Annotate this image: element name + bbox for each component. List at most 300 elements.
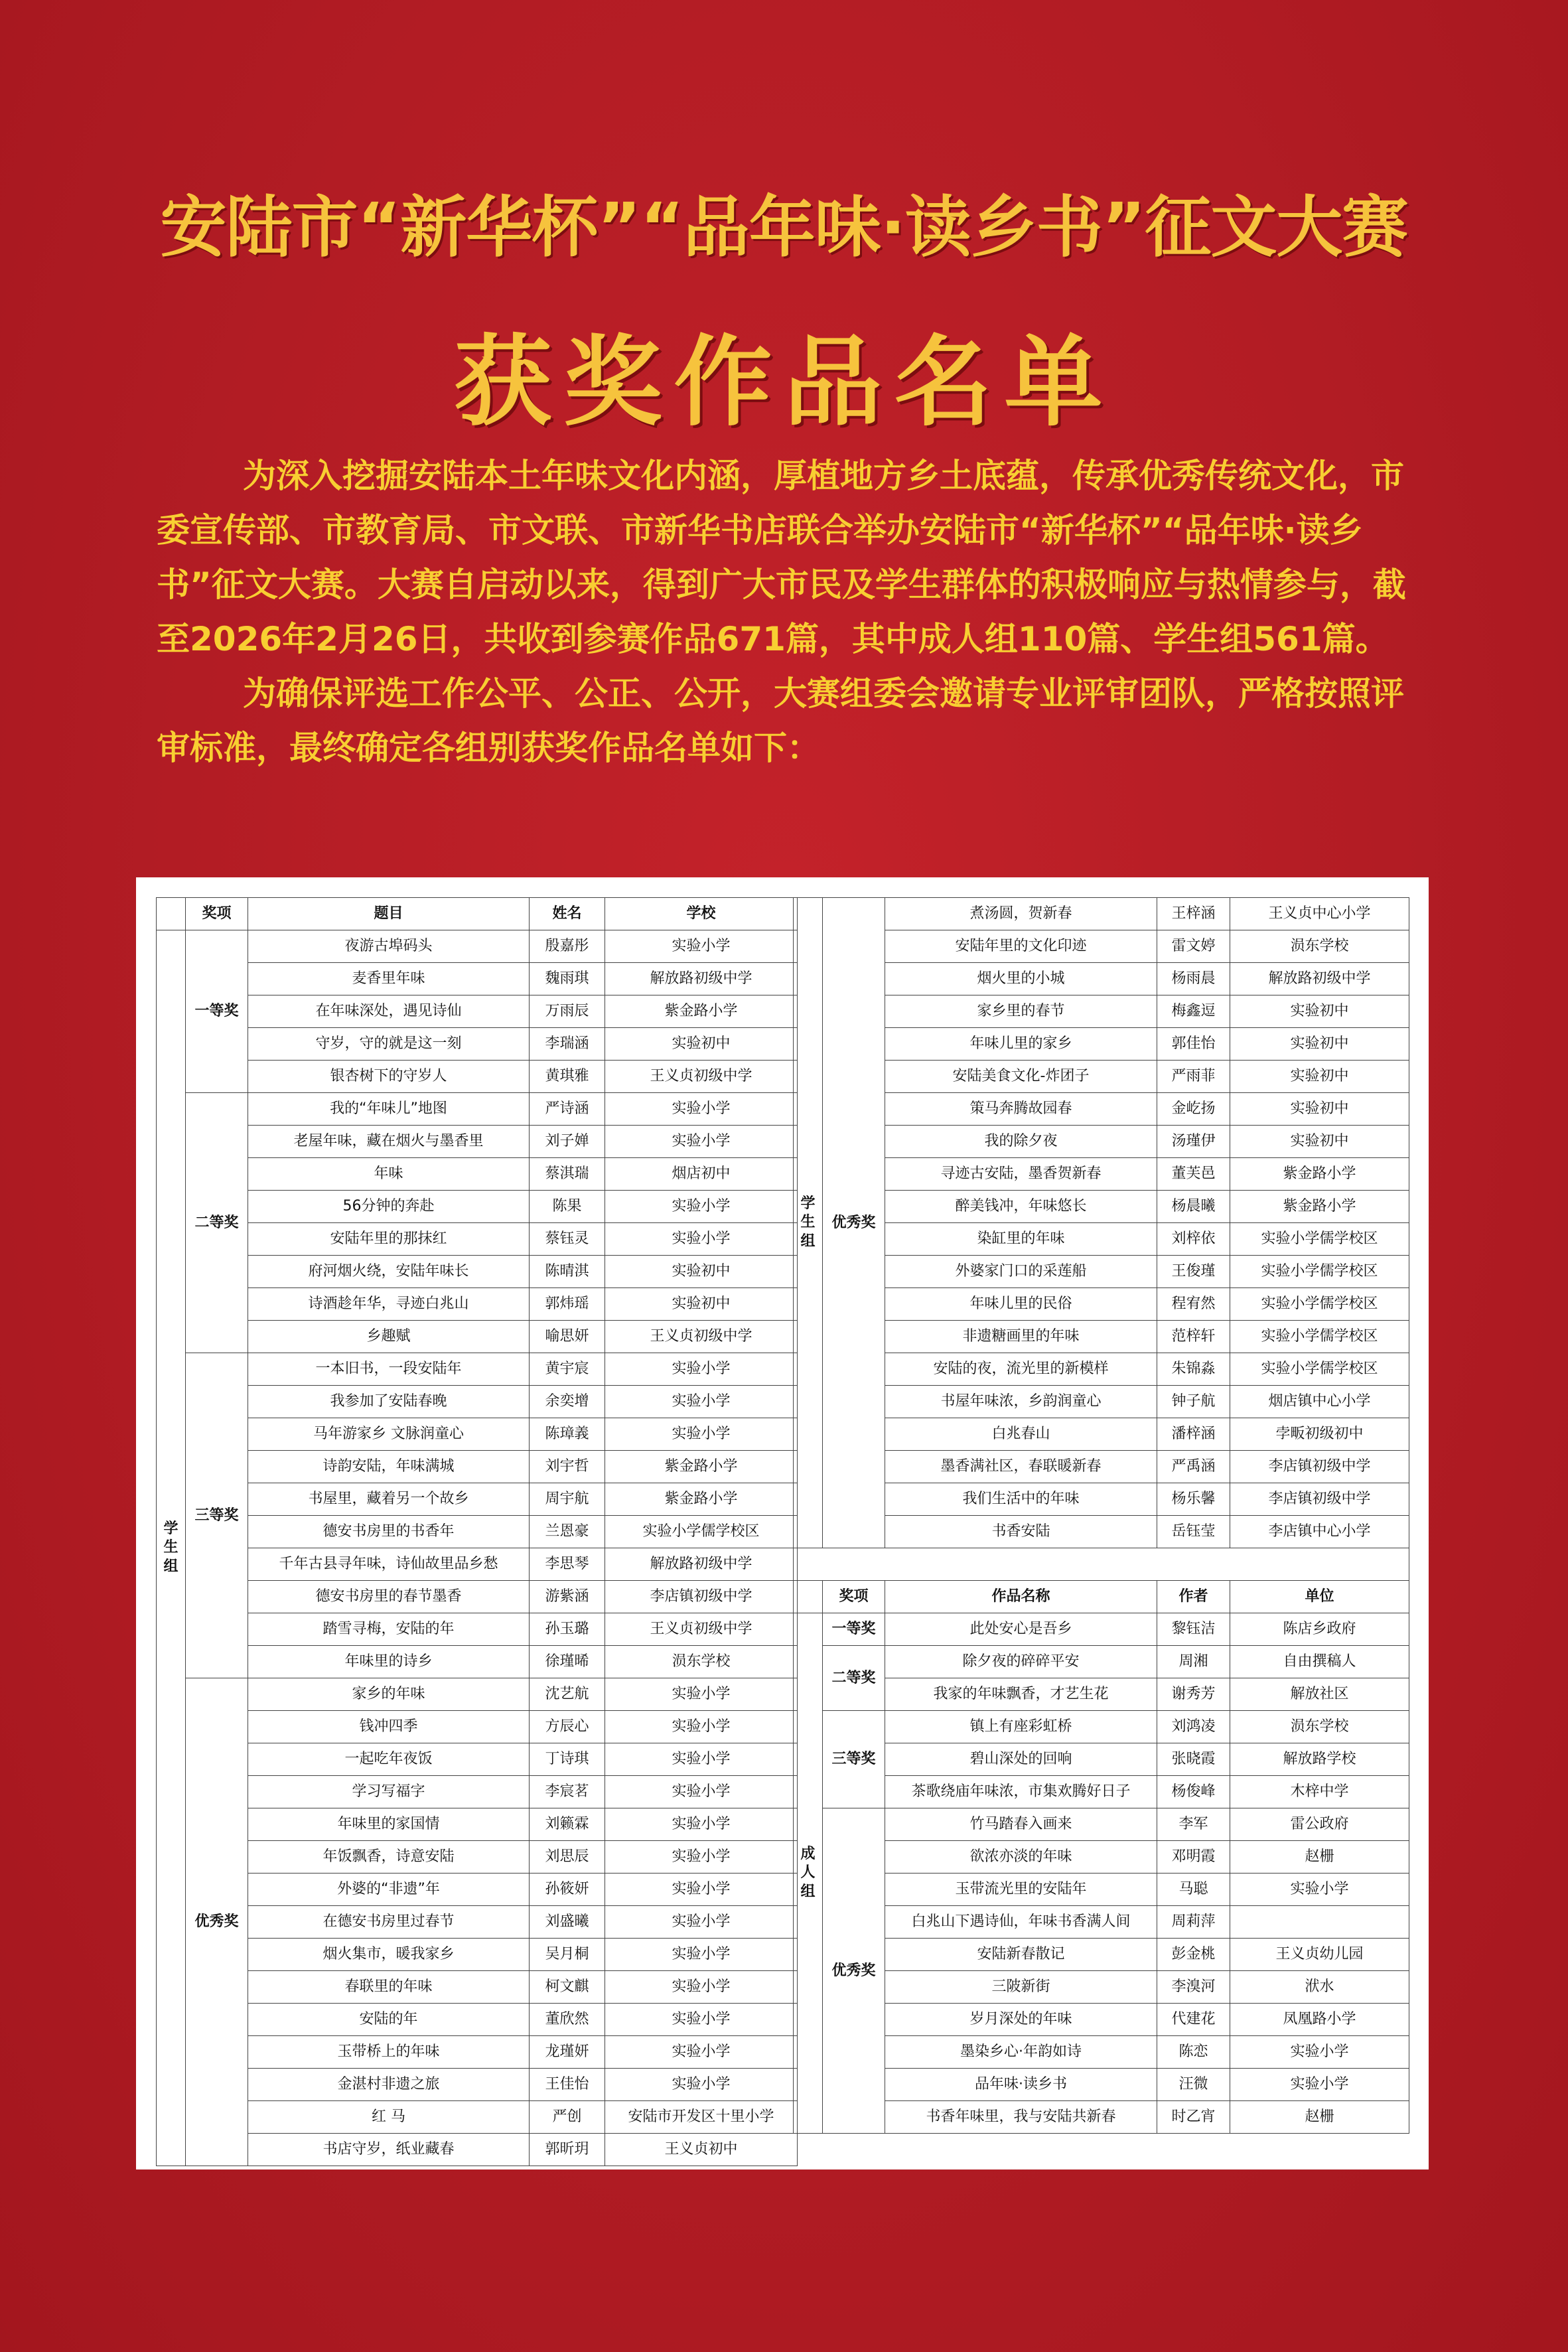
entry-name: 刘梓依 <box>1157 1223 1230 1256</box>
table-row <box>794 1516 1409 1548</box>
entry-name: 岳钰莹 <box>1157 1516 1230 1548</box>
table-row <box>157 1711 798 1743</box>
entry-name: 黄琪雅 <box>530 1061 605 1093</box>
student-group-cell-continued-label: 学生组 <box>800 1195 816 1250</box>
entry-unit: 实验小学 <box>605 1776 798 1808</box>
entry-title: 我们生活中的年味 <box>885 1483 1157 1516</box>
entry-title: 春联里的年味 <box>248 1971 530 2004</box>
title-line-1: 安陆市“新华杯”“品年味·读乡书”征文大赛 <box>160 188 1408 266</box>
entry-title: 此处安心是吾乡 <box>885 1613 1157 1646</box>
entry-unit: 实验初中 <box>605 1256 798 1288</box>
entry-title: 墨染乡心·年韵如诗 <box>885 2036 1157 2069</box>
table-row <box>157 1971 798 2004</box>
entry-title: 策马奔腾故园春 <box>885 1093 1157 1126</box>
table-row <box>157 1678 798 1711</box>
student-group-cell-continued <box>794 898 823 1548</box>
entry-title: 玉带流光里的安陆年 <box>885 1874 1157 1906</box>
table-row <box>157 1451 798 1483</box>
entry-name: 董欣然 <box>530 2004 605 2036</box>
entry-name: 李军 <box>1157 1808 1230 1841</box>
entry-unit: 王义贞初级中学 <box>605 1061 798 1093</box>
entry-name: 刘籁霖 <box>530 1808 605 1841</box>
entry-unit: 实验初中 <box>1230 1061 1409 1093</box>
table-row <box>794 1386 1409 1418</box>
entry-unit: 李店镇中心小学 <box>1230 1516 1409 1548</box>
entry-unit: 实验小学儒学校区 <box>1230 1256 1409 1288</box>
entry-unit: 木梓中学 <box>1230 1776 1409 1808</box>
intro-text <box>157 449 1411 775</box>
table-row <box>157 1158 798 1191</box>
award-tier-cell: 优秀奖 <box>823 1808 885 2134</box>
entry-title: 我的除夕夜 <box>885 1126 1157 1158</box>
entry-title: 麦香里年味 <box>248 963 530 995</box>
student-table-left <box>156 897 798 2166</box>
entry-unit: 安陆市开发区十里小学 <box>605 2101 798 2134</box>
award-tier-cell: 一等奖 <box>823 1613 885 1646</box>
table-row <box>794 1906 1409 1939</box>
entry-name: 李瑞涵 <box>530 1028 605 1061</box>
entry-name: 吴月桐 <box>530 1939 605 1971</box>
entry-title: 年味里的诗乡 <box>248 1646 530 1678</box>
entry-unit: 实验小学 <box>605 2069 798 2101</box>
table-row <box>157 930 798 963</box>
table-row <box>157 1126 798 1158</box>
entry-title: 红 马 <box>248 2101 530 2134</box>
entry-title: 除夕夜的碎碎平安 <box>885 1646 1157 1678</box>
table-row <box>794 1288 1409 1321</box>
student-group-cell <box>157 930 186 2166</box>
entry-title: 书香安陆 <box>885 1516 1157 1548</box>
table-row <box>157 1418 798 1451</box>
entry-unit: 解放路初级中学 <box>605 963 798 995</box>
entry-name: 汪微 <box>1157 2069 1230 2101</box>
table-row <box>794 930 1409 963</box>
table-row <box>794 1028 1409 1061</box>
entry-unit: 实验初中 <box>605 1028 798 1061</box>
entry-name: 郭昕玥 <box>530 2134 605 2166</box>
award-list-board <box>136 877 1429 2169</box>
entry-name: 陈晴淇 <box>530 1256 605 1288</box>
table-row <box>157 1321 798 1353</box>
column-header: 姓名 <box>530 898 605 930</box>
entry-title: 安陆的夜，流光里的新模样 <box>885 1353 1157 1386</box>
entry-unit: 实验初中 <box>1230 1126 1409 1158</box>
entry-title: 书香年味里，我与安陆共新春 <box>885 2101 1157 2134</box>
entry-title: 踏雪寻梅，安陆的年 <box>248 1613 530 1646</box>
entry-title: 千年古县寻年味，诗仙故里品乡愁 <box>248 1548 530 1581</box>
entry-title: 银杏树下的守岁人 <box>248 1061 530 1093</box>
entry-unit: 实验小学 <box>605 1223 798 1256</box>
table-row <box>794 1061 1409 1093</box>
entry-title: 白兆山下遇诗仙，年味书香满人间 <box>885 1906 1157 1939</box>
entry-unit: 实验小学 <box>605 2036 798 2069</box>
entry-unit: 实验小学 <box>605 1939 798 1971</box>
table-row <box>157 1288 798 1321</box>
entry-name: 陈果 <box>530 1191 605 1223</box>
entry-unit: 实验小学 <box>605 1841 798 1874</box>
entry-name: 严雨菲 <box>1157 1061 1230 1093</box>
entry-name: 王佳怡 <box>530 2069 605 2101</box>
entry-name: 刘子婵 <box>530 1126 605 1158</box>
section-divider-cell <box>794 1548 1409 1581</box>
entry-title: 守岁，守的就是这一刻 <box>248 1028 530 1061</box>
table-row <box>794 2036 1409 2069</box>
entry-unit: 实验小学 <box>605 2004 798 2036</box>
entry-name: 刘思辰 <box>530 1841 605 1874</box>
table-row <box>794 1418 1409 1451</box>
column-header: 单位 <box>1230 1581 1409 1613</box>
column-header: 作品名称 <box>885 1581 1157 1613</box>
entry-title: 白兆春山 <box>885 1418 1157 1451</box>
table-row <box>794 1646 1409 1678</box>
table-row <box>157 1939 798 1971</box>
entry-name: 彭金桃 <box>1157 1939 1230 1971</box>
entry-unit: 实验小学 <box>605 1874 798 1906</box>
entry-unit: 实验小学 <box>605 1093 798 1126</box>
entry-name: 殷嘉彤 <box>530 930 605 963</box>
entry-unit: 李店镇初级中学 <box>605 1581 798 1613</box>
entry-name: 刘盛曦 <box>530 1906 605 1939</box>
column-header: 题目 <box>248 898 530 930</box>
table-row <box>794 1451 1409 1483</box>
entry-name: 李溴河 <box>1157 1971 1230 2004</box>
entry-unit: 实验小学 <box>605 1808 798 1841</box>
award-tier-cell: 优秀奖 <box>823 898 885 1548</box>
entry-name: 周莉萍 <box>1157 1906 1230 1939</box>
entry-unit: 王义贞幼儿园 <box>1230 1939 1409 1971</box>
table-row <box>794 1158 1409 1191</box>
entry-name: 周湘 <box>1157 1646 1230 1678</box>
entry-unit: 自由撰稿人 <box>1230 1646 1409 1678</box>
table-row <box>157 1906 798 1939</box>
entry-name: 雷文婷 <box>1157 930 1230 963</box>
table-row <box>794 1808 1409 1841</box>
table-row <box>794 1223 1409 1256</box>
entry-unit: 紫金路小学 <box>605 995 798 1028</box>
entry-unit: 实验小学 <box>605 1743 798 1776</box>
entry-title: 家乡的年味 <box>248 1678 530 1711</box>
entry-name: 董芙邑 <box>1157 1158 1230 1191</box>
entry-name: 柯文麒 <box>530 1971 605 2004</box>
entry-name: 严创 <box>530 2101 605 2134</box>
entry-name: 谢秀芳 <box>1157 1678 1230 1711</box>
entry-title: 外婆家门口的采莲船 <box>885 1256 1157 1288</box>
entry-unit: 陈店乡政府 <box>1230 1613 1409 1646</box>
entry-unit: 实验小学 <box>605 1353 798 1386</box>
entry-name: 周宇航 <box>530 1483 605 1516</box>
entry-title: 镇上有座彩虹桥 <box>885 1711 1157 1743</box>
table-row <box>157 1223 798 1256</box>
entry-title: 竹马踏春入画来 <box>885 1808 1157 1841</box>
adult-group-cell-label: 成人组 <box>800 1845 816 1900</box>
entry-name: 刘鸿凌 <box>1157 1711 1230 1743</box>
entry-name: 游紫涵 <box>530 1581 605 1613</box>
table-row <box>794 1841 1409 1874</box>
title-line-2: 获奖作品名单 <box>453 324 1115 439</box>
entry-unit: 实验小学 <box>1230 2036 1409 2069</box>
entry-name: 喻思妍 <box>530 1321 605 1353</box>
entry-title: 德安书房里的书香年 <box>248 1516 530 1548</box>
entry-unit: 王义贞中心小学 <box>1230 898 1409 930</box>
entry-name: 马聪 <box>1157 1874 1230 1906</box>
intro-paragraph-1: 为深入挖掘安陆本土年味文化内涵，厚植地方乡土底蕴，传承优秀传统文化，市委宣传部、市教育局、市文联、市新华书店联合举办安陆市“新华杯”“品年味·读乡书”征文大赛。大赛自启动以来，得到广大市民及学生群体的积极响应与热情参与，截至2026年2月26日，共收到参赛作品671篇，其中成人组110篇、学生组561篇。 <box>157 457 1406 658</box>
entry-unit: 实验小学 <box>605 1418 798 1451</box>
entry-name: 陈恋 <box>1157 2036 1230 2069</box>
entry-name: 万雨辰 <box>530 995 605 1028</box>
table-row <box>157 1061 798 1093</box>
table-row <box>794 1971 1409 2004</box>
entry-title: 我参加了安陆春晚 <box>248 1386 530 1418</box>
table-row <box>157 2036 798 2069</box>
entry-unit: 实验初中 <box>1230 1093 1409 1126</box>
table-row <box>157 1581 798 1613</box>
entry-unit: 赵栅 <box>1230 2101 1409 2134</box>
table-row <box>794 1256 1409 1288</box>
entry-name: 严诗涵 <box>530 1093 605 1126</box>
entry-title: 碧山深处的回响 <box>885 1743 1157 1776</box>
entry-title: 醉美钱冲，年味悠长 <box>885 1191 1157 1223</box>
table-row <box>794 1776 1409 1808</box>
entry-unit: 实验初中 <box>1230 1028 1409 1061</box>
entry-unit: 实验小学儒学校区 <box>1230 1288 1409 1321</box>
entry-unit: 实验小学儒学校区 <box>1230 1321 1409 1353</box>
entry-name: 杨雨晨 <box>1157 963 1230 995</box>
table-row <box>157 1743 798 1776</box>
table-row <box>157 1516 798 1548</box>
entry-name: 严禹涵 <box>1157 1451 1230 1483</box>
entry-name: 黄宇宸 <box>530 1353 605 1386</box>
entry-unit <box>1230 1906 1409 1939</box>
entry-title: 诗酒趁年华，寻迹白兆山 <box>248 1288 530 1321</box>
entry-unit: 实验小学 <box>605 1191 798 1223</box>
entry-title: 年味 <box>248 1158 530 1191</box>
entry-unit: 洑水 <box>1230 1971 1409 2004</box>
entry-unit: 实验小学儒学校区 <box>1230 1223 1409 1256</box>
table-row <box>794 898 1409 930</box>
award-tier-cell: 二等奖 <box>823 1646 885 1711</box>
entry-title: 染缸里的年味 <box>885 1223 1157 1256</box>
entry-title: 府河烟火绕，安陆年味长 <box>248 1256 530 1288</box>
entry-unit: 烟店镇中心小学 <box>1230 1386 1409 1418</box>
entry-title: 家乡里的春节 <box>885 995 1157 1028</box>
entry-title: 德安书房里的春节墨香 <box>248 1581 530 1613</box>
entry-title: 外婆的“非遗”年 <box>248 1874 530 1906</box>
entry-name: 蔡钰灵 <box>530 1223 605 1256</box>
entry-unit: 实验初中 <box>1230 995 1409 1028</box>
entry-title: 在年味深处，遇见诗仙 <box>248 995 530 1028</box>
entry-name: 兰恩豪 <box>530 1516 605 1548</box>
entry-title: 学习写福字 <box>248 1776 530 1808</box>
entry-name: 孙筱妍 <box>530 1874 605 1906</box>
student-group-cell-label: 学生组 <box>163 1520 178 1575</box>
table-row <box>794 1483 1409 1516</box>
entry-title: 煮汤圆，贺新春 <box>885 898 1157 930</box>
entry-name: 刘宇哲 <box>530 1451 605 1483</box>
entry-title: 非遗糖画里的年味 <box>885 1321 1157 1353</box>
section-divider <box>794 1548 1409 1581</box>
entry-unit: 凤凰路小学 <box>1230 2004 1409 2036</box>
entry-unit: 涢东学校 <box>1230 1711 1409 1743</box>
table-row <box>794 1613 1409 1646</box>
table-row <box>157 2004 798 2036</box>
entry-name: 魏雨琪 <box>530 963 605 995</box>
award-tier-cell: 优秀奖 <box>186 1678 248 2166</box>
entry-name: 黎钰洁 <box>1157 1613 1230 1646</box>
award-tier-cell: 二等奖 <box>186 1093 248 1353</box>
entry-unit: 实验小学 <box>605 1906 798 1939</box>
entry-unit: 紫金路小学 <box>605 1451 798 1483</box>
entry-unit: 实验小学 <box>605 1711 798 1743</box>
table-row <box>794 1678 1409 1711</box>
entry-title: 诗韵安陆，年味满城 <box>248 1451 530 1483</box>
entry-title: 安陆年里的文化印迹 <box>885 930 1157 963</box>
entry-title: 钱冲四季 <box>248 1711 530 1743</box>
entry-unit: 王义贞初级中学 <box>605 1321 798 1353</box>
entry-name: 杨乐馨 <box>1157 1483 1230 1516</box>
entry-title: 书屋里，藏着另一个故乡 <box>248 1483 530 1516</box>
table-row <box>794 1321 1409 1353</box>
table-row <box>157 2101 798 2134</box>
entry-name: 朱锦淼 <box>1157 1353 1230 1386</box>
table-row <box>157 995 798 1028</box>
entry-unit: 雷公政府 <box>1230 1808 1409 1841</box>
entry-title: 年味儿里的民俗 <box>885 1288 1157 1321</box>
entry-unit: 实验初中 <box>605 1288 798 1321</box>
table-row <box>157 1028 798 1061</box>
entry-unit: 孛畈初级初中 <box>1230 1418 1409 1451</box>
table-row <box>794 2069 1409 2101</box>
entry-name: 李宸茗 <box>530 1776 605 1808</box>
entry-title: 我家的年味飘香，才艺生花 <box>885 1678 1157 1711</box>
column-header: 作者 <box>1157 1581 1230 1613</box>
entry-name: 潘梓涵 <box>1157 1418 1230 1451</box>
entry-name: 李思琴 <box>530 1548 605 1581</box>
entry-name: 张晓霞 <box>1157 1743 1230 1776</box>
table-row <box>794 2004 1409 2036</box>
entry-unit: 实验小学 <box>605 1971 798 2004</box>
table-row <box>794 995 1409 1028</box>
entry-title: 安陆新春散记 <box>885 1939 1157 1971</box>
entry-unit: 实验小学 <box>605 930 798 963</box>
entry-title: 安陆的年 <box>248 2004 530 2036</box>
entry-unit: 李店镇初级中学 <box>1230 1483 1409 1516</box>
table-row <box>157 2069 798 2101</box>
entry-title: 寻迹古安陆，墨香贺新春 <box>885 1158 1157 1191</box>
entry-name: 王俊瑾 <box>1157 1256 1230 1288</box>
entry-name: 龙瑾妍 <box>530 2036 605 2069</box>
entry-name: 杨俊峰 <box>1157 1776 1230 1808</box>
table-row <box>157 1386 798 1418</box>
column-header: 奖项 <box>186 898 248 930</box>
entry-title: 夜游古埠码头 <box>248 930 530 963</box>
student-adult-table-right <box>793 897 1409 2134</box>
entry-unit: 实验小学儒学校区 <box>1230 1353 1409 1386</box>
entry-unit: 紫金路小学 <box>1230 1158 1409 1191</box>
entry-unit: 涢东学校 <box>605 1646 798 1678</box>
entry-title: 金湛村非遗之旅 <box>248 2069 530 2101</box>
entry-name: 孙玉璐 <box>530 1613 605 1646</box>
entry-title: 书店守岁，纸业藏春 <box>248 2134 530 2166</box>
entry-unit: 实验小学 <box>605 1386 798 1418</box>
entry-title: 安陆美食文化-炸团子 <box>885 1061 1157 1093</box>
entry-unit: 王义贞初级中学 <box>605 1613 798 1646</box>
header-blank-cell <box>157 898 186 930</box>
table-row <box>794 1743 1409 1776</box>
entry-name: 丁诗琪 <box>530 1743 605 1776</box>
entry-name: 郭佳怡 <box>1157 1028 1230 1061</box>
entry-title: 烟火里的小城 <box>885 963 1157 995</box>
entry-title: 我的“年味儿”地图 <box>248 1093 530 1126</box>
table-row <box>794 963 1409 995</box>
table-row <box>157 1613 798 1646</box>
entry-name: 钟子航 <box>1157 1386 1230 1418</box>
entry-title: 年味儿里的家乡 <box>885 1028 1157 1061</box>
header-blank-cell <box>794 1581 823 1613</box>
entry-unit: 烟店初中 <box>605 1158 798 1191</box>
table-row <box>794 1874 1409 1906</box>
table-row <box>157 1093 798 1126</box>
table-row <box>157 1841 798 1874</box>
entry-title: 马年游家乡 文脉润童心 <box>248 1418 530 1451</box>
entry-title: 一起吃年夜饭 <box>248 1743 530 1776</box>
entry-title: 品年味·读乡书 <box>885 2069 1157 2101</box>
entry-name: 蔡淇瑞 <box>530 1158 605 1191</box>
table-row <box>157 2134 798 2166</box>
entry-unit: 实验小学 <box>1230 1874 1409 1906</box>
adult-header-row <box>794 1581 1409 1613</box>
entry-name: 代建花 <box>1157 2004 1230 2036</box>
table-row <box>157 1483 798 1516</box>
column-header: 奖项 <box>823 1581 885 1613</box>
entry-name: 王梓涵 <box>1157 898 1230 930</box>
table-row <box>157 1256 798 1288</box>
entry-name: 汤瑾伊 <box>1157 1126 1230 1158</box>
entry-title: 茶歌绕庙年味浓，市集欢腾好日子 <box>885 1776 1157 1808</box>
award-tier-cell: 一等奖 <box>186 930 248 1093</box>
entry-name: 郭炜瑶 <box>530 1288 605 1321</box>
table-row <box>794 1126 1409 1158</box>
adult-group-cell <box>794 1613 823 2134</box>
entry-unit: 解放社区 <box>1230 1678 1409 1711</box>
entry-name: 梅鑫逗 <box>1157 995 1230 1028</box>
entry-name: 余奕增 <box>530 1386 605 1418</box>
table-row <box>157 1353 798 1386</box>
entry-title: 年饭飘香，诗意安陆 <box>248 1841 530 1874</box>
table-row <box>157 1646 798 1678</box>
entry-name: 金屹扬 <box>1157 1093 1230 1126</box>
entry-name: 程宥然 <box>1157 1288 1230 1321</box>
entry-name: 陈璋義 <box>530 1418 605 1451</box>
table-row <box>157 1191 798 1223</box>
entry-unit: 紫金路小学 <box>605 1483 798 1516</box>
entry-unit: 李店镇初级中学 <box>1230 1451 1409 1483</box>
table-row <box>794 1711 1409 1743</box>
entry-name: 杨晨曦 <box>1157 1191 1230 1223</box>
entry-title: 老屋年味，藏在烟火与墨香里 <box>248 1126 530 1158</box>
column-header: 学校 <box>605 898 798 930</box>
entry-title: 年味里的家国情 <box>248 1808 530 1841</box>
entry-unit: 解放路学校 <box>1230 1743 1409 1776</box>
entry-title: 三陂新街 <box>885 1971 1157 2004</box>
table-row <box>157 963 798 995</box>
award-tier-cell: 三等奖 <box>186 1353 248 1678</box>
entry-title: 欲浓亦淡的年味 <box>885 1841 1157 1874</box>
table-row <box>157 1776 798 1808</box>
entry-title: 烟火集市，暖我家乡 <box>248 1939 530 1971</box>
table-row <box>794 1191 1409 1223</box>
entry-name: 沈艺航 <box>530 1678 605 1711</box>
table-row <box>157 1808 798 1841</box>
